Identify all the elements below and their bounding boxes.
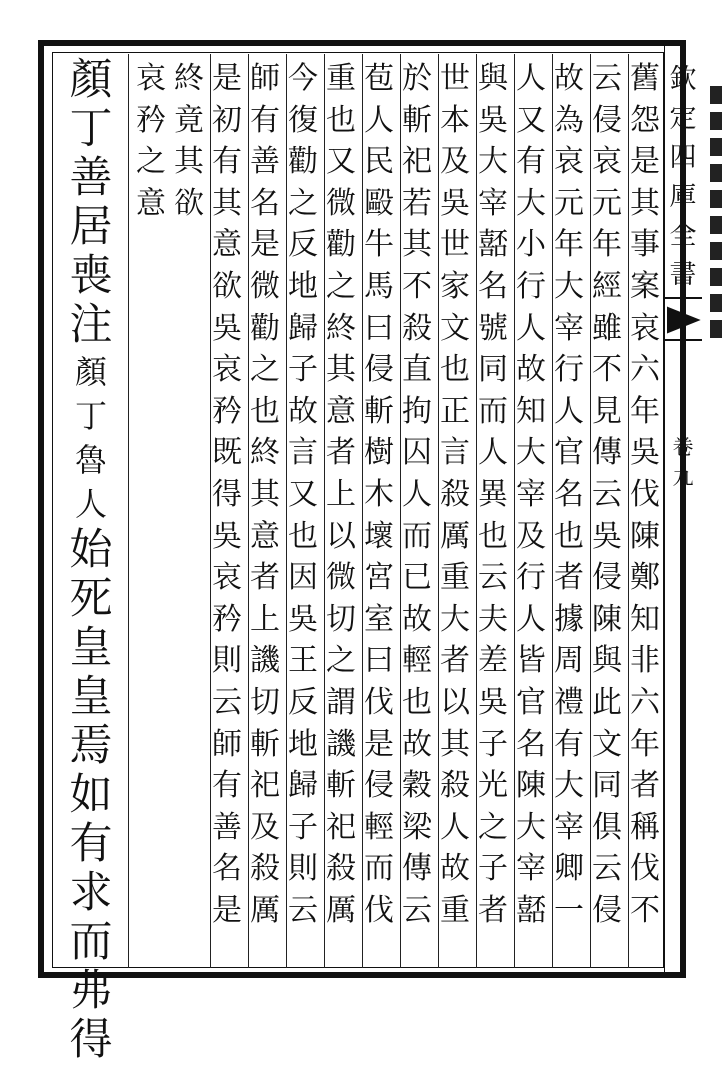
text-column-7: 於斬祀若其不殺直拘囚人而已故輕也故穀梁傳云 bbox=[402, 61, 432, 928]
text-column-10: 今復勸之反地歸子故言又也因吳王反地歸子則云 bbox=[288, 61, 318, 928]
text-column-5: 與吳大宰嚭名號同而人異也云夫差吳子光之子者 bbox=[478, 61, 508, 928]
text-column-6: 世本及吳世家文也正言殺厲重大者以其殺人故重 bbox=[440, 61, 470, 928]
text-column-9: 重也又微勸之終其意者上以微切之謂譏斬祀殺厲 bbox=[326, 61, 356, 928]
text-column-14: 哀矜之意 bbox=[136, 61, 166, 221]
volume-label: 卷九 bbox=[672, 435, 694, 489]
text-column-2: 云侵哀元年經雖不見傳云吳侵陳與此文同俱云侵 bbox=[592, 61, 622, 928]
text-column-12: 是初有其意欲吳哀矜既得吳哀矜則云師有善名是 bbox=[212, 61, 242, 928]
fishtail-mark-icon bbox=[664, 296, 702, 342]
text-column-4: 人又有大小行人故知大宰及行人皆官名陳大宰嚭 bbox=[516, 61, 546, 928]
column-rule bbox=[128, 54, 129, 968]
text-column-1: 舊怨是其事案哀六年吳伐陳鄭知非六年者稱伐不 bbox=[630, 61, 660, 928]
main-text-heading: 顏丁善居喪 bbox=[69, 55, 113, 301]
main-text-column bbox=[64, 55, 118, 1065]
book-title: 欽定四庫全書 bbox=[669, 64, 697, 290]
text-column-13: 終竟其欲 bbox=[174, 61, 204, 221]
text-column-11: 師有善名是微勸之也終其意者上譏切斬祀及殺厲 bbox=[250, 61, 280, 928]
main-text-body: 始死皇皇焉如有求而弗得 bbox=[69, 525, 113, 1065]
annotation-text: 顏丁魯人 bbox=[74, 353, 107, 523]
annotation-marker: 注 bbox=[69, 300, 113, 350]
text-column-8: 苞人民毆牛馬曰侵斬樹木壞宮室曰伐是侵輕而伐 bbox=[364, 61, 394, 928]
adjacent-page-edge bbox=[710, 86, 722, 346]
text-column-3: 故為哀元年大宰行人官名也者據周禮有大宰卿一 bbox=[554, 61, 584, 928]
